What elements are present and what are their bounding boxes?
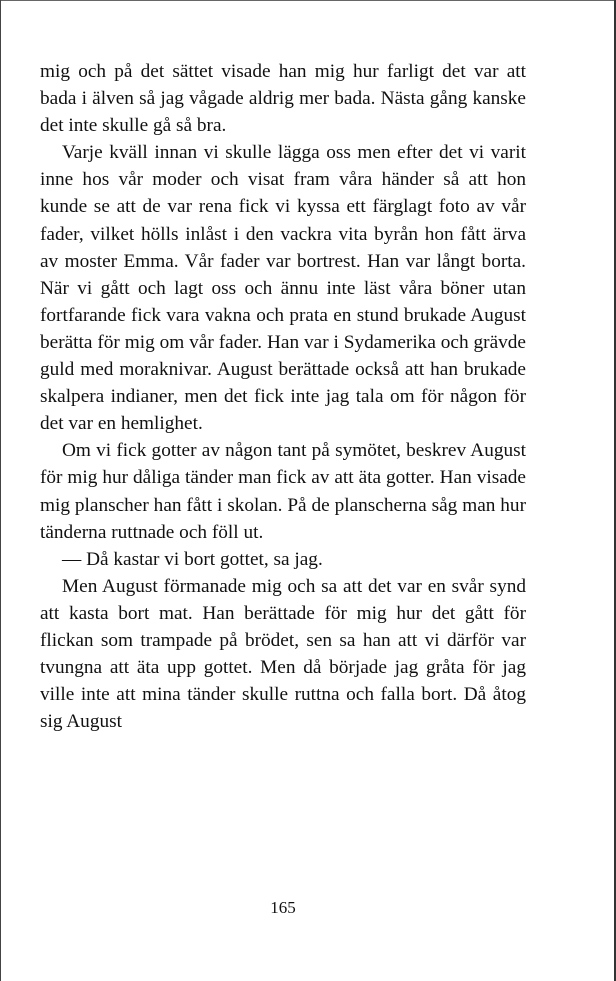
page-top-edge (0, 0, 616, 1)
page-left-edge (0, 0, 1, 981)
paragraph-3: Om vi fick gotter av någon tant på symötet, beskrev August för mig hur dåliga tänder man fick av att äta gotter. Han visade mig planscher han fått i skolan. På de planscherna såg man hur tänderna ruttnade och föll ut. (40, 440, 526, 543)
page-number: 165 (270, 898, 296, 917)
body-text (40, 58, 526, 735)
paragraph-4-dialogue: — Då kastar vi bort gottet, sa jag. (62, 548, 323, 570)
paragraph-5: Men August förmanade mig och sa att det var en svår synd att kasta bort mat. Han berättade för mig hur det gått för flickan som trampade på brödet, sen sa han att vi därför var tvungna att äta upp gottet. Men då började jag gråta för jag ville inte att mina tänder skulle ruttna och falla bort. Då åtog sig August (40, 575, 526, 733)
paragraph-2: Varje kväll innan vi skulle lägga oss men efter det vi varit inne hos vår moder och visat fram våra händer så att hon kunde se att de var rena fick vi kyssa ett färglagt foto av vår fader, vilket hölls inlåst i den vackra vita byrån hon fått ärva av moster Emma. Vår fader var bortrest. Han var långt borta. När vi gått och lagt oss och ännu inte läst våra böner utan fortfarande fick vara vakna och prata en stund brukade August berätta för mig om vår fader. Han var i Sydamerika och grävde guld med moraknivar. August berättade också att han brukade skalpera indianer, men det fick inte jag tala om för någon för det var en hemlighet. (40, 142, 526, 435)
paragraph-1: mig och på det sättet visade han mig hur farligt det var att bada i älven så jag vågade aldrig mer bada. Nästa gång kanske det inte skulle gå så bra. (40, 61, 526, 137)
